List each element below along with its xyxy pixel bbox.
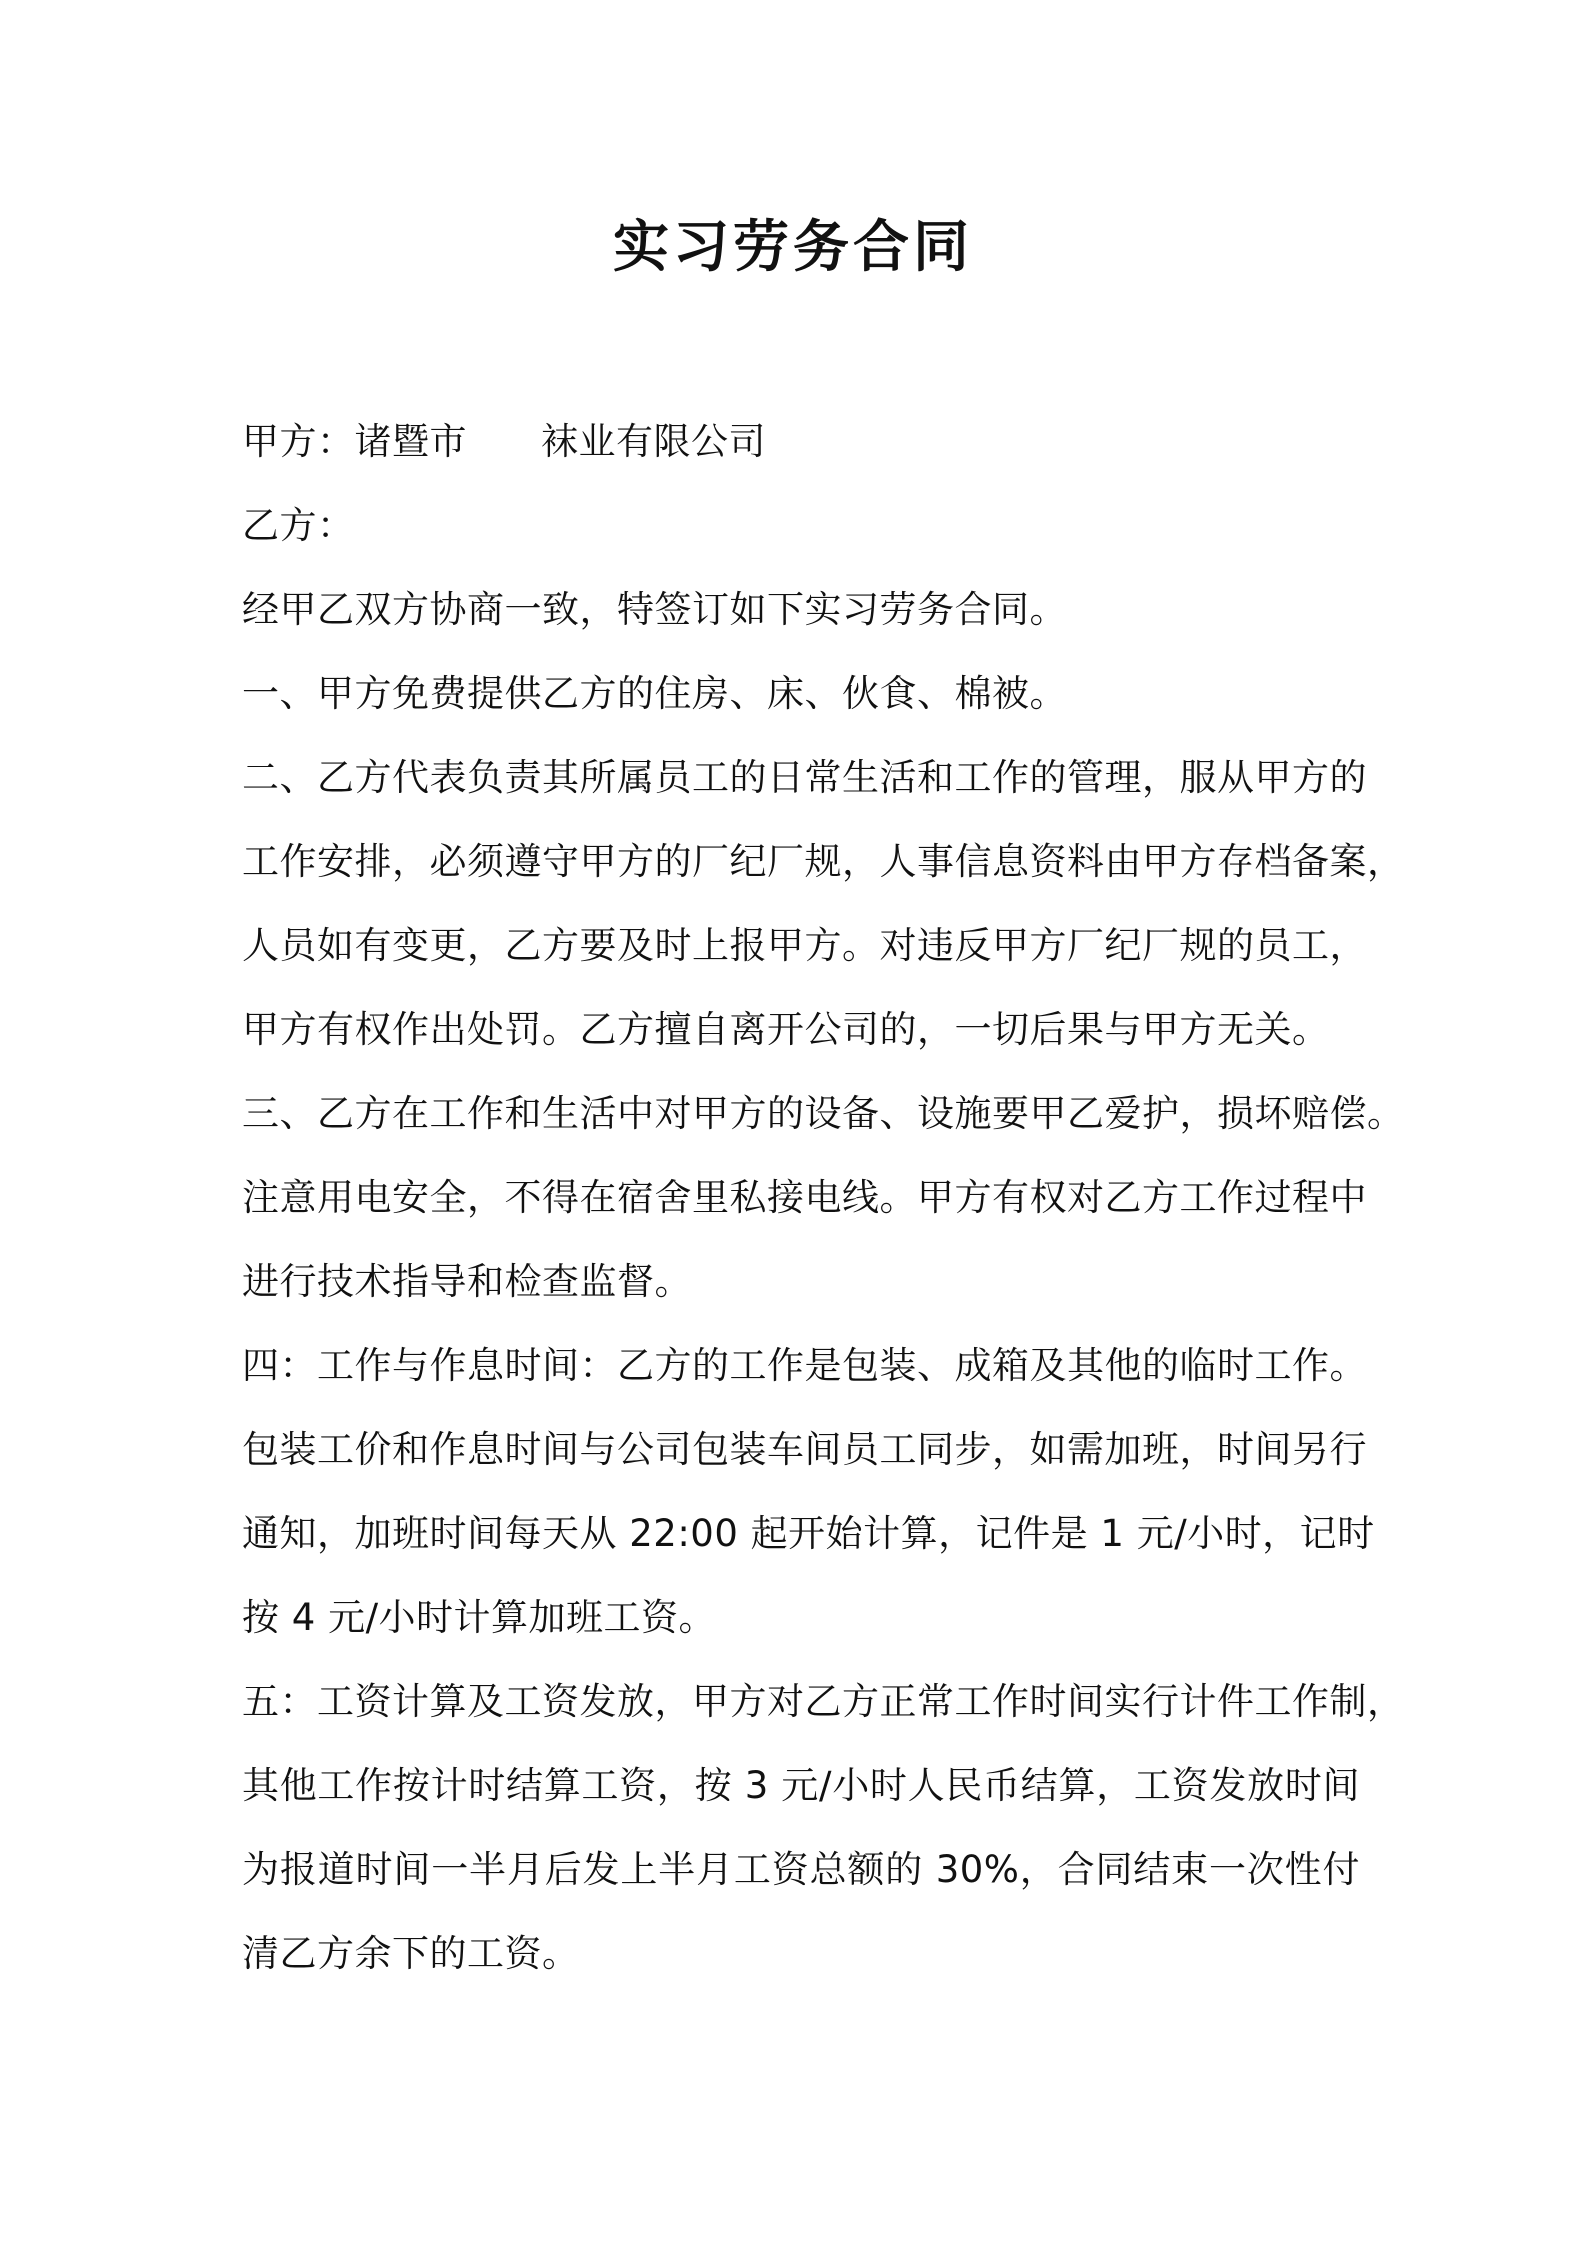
- paragraph-line: 包装工价和作息时间与公司包装车间员工同步，如需加班，时间另行: [242, 1428, 1367, 1471]
- paragraph-line: 五：工资计算及工资发放，甲方对乙方正常工作时间实行计件工作制，: [242, 1680, 1405, 1723]
- paragraph-line: 其他工作按计时结算工资，按 3 元/小时人民币结算，工资发放时间: [242, 1764, 1360, 1807]
- paragraph-line: 三、乙方在工作和生活中对甲方的设备、设施要甲乙爱护，损坏赔偿。: [242, 1092, 1405, 1135]
- document-body: [242, 400, 1405, 1996]
- paragraph-line: 工作安排，必须遵守甲方的厂纪厂规，人事信息资料由甲方存档备案，: [242, 840, 1405, 883]
- party-a-name: 袜业有限公司: [541, 420, 766, 463]
- paragraph-line: 二、乙方代表负责其所属员工的日常生活和工作的管理，服从甲方的: [242, 756, 1367, 799]
- paragraph-line: 四：工作与作息时间：乙方的工作是包装、成箱及其他的临时工作。: [242, 1344, 1367, 1387]
- paragraph-line: 经甲乙双方协商一致，特签订如下实习劳务合同。: [242, 588, 1067, 631]
- paragraph-line: 甲方有权作出处罚。乙方擅自离开公司的，一切后果与甲方无关。: [242, 1008, 1330, 1051]
- paragraph-line: 为报道时间一半月后发上半月工资总额的 30%，合同结束一次性付: [242, 1848, 1360, 1891]
- party-a-label: 甲方：诸暨市: [242, 420, 467, 463]
- document-title: 实习劳务合同: [613, 215, 973, 280]
- paragraph-line: 清乙方余下的工资。: [242, 1932, 580, 1975]
- paragraph-line: 一、甲方免费提供乙方的住房、床、伙食、棉被。: [242, 672, 1067, 715]
- party-a-line: [242, 400, 1360, 484]
- paragraph-line: 按 4 元/小时计算加班工资。: [242, 1596, 717, 1639]
- paragraph-line: 注意用电安全，不得在宿舍里私接电线。甲方有权对乙方工作过程中: [242, 1176, 1367, 1219]
- paragraph-line: 人员如有变更，乙方要及时上报甲方。对违反甲方厂纪厂规的员工，: [242, 924, 1367, 967]
- paragraph-line: 通知，加班时间每天从 22:00 起开始计算，记件是 1 元/小时，记时: [242, 1512, 1375, 1555]
- party-b-line: 乙方：: [242, 504, 355, 547]
- paragraph-line: 进行技术指导和检查监督。: [242, 1260, 692, 1303]
